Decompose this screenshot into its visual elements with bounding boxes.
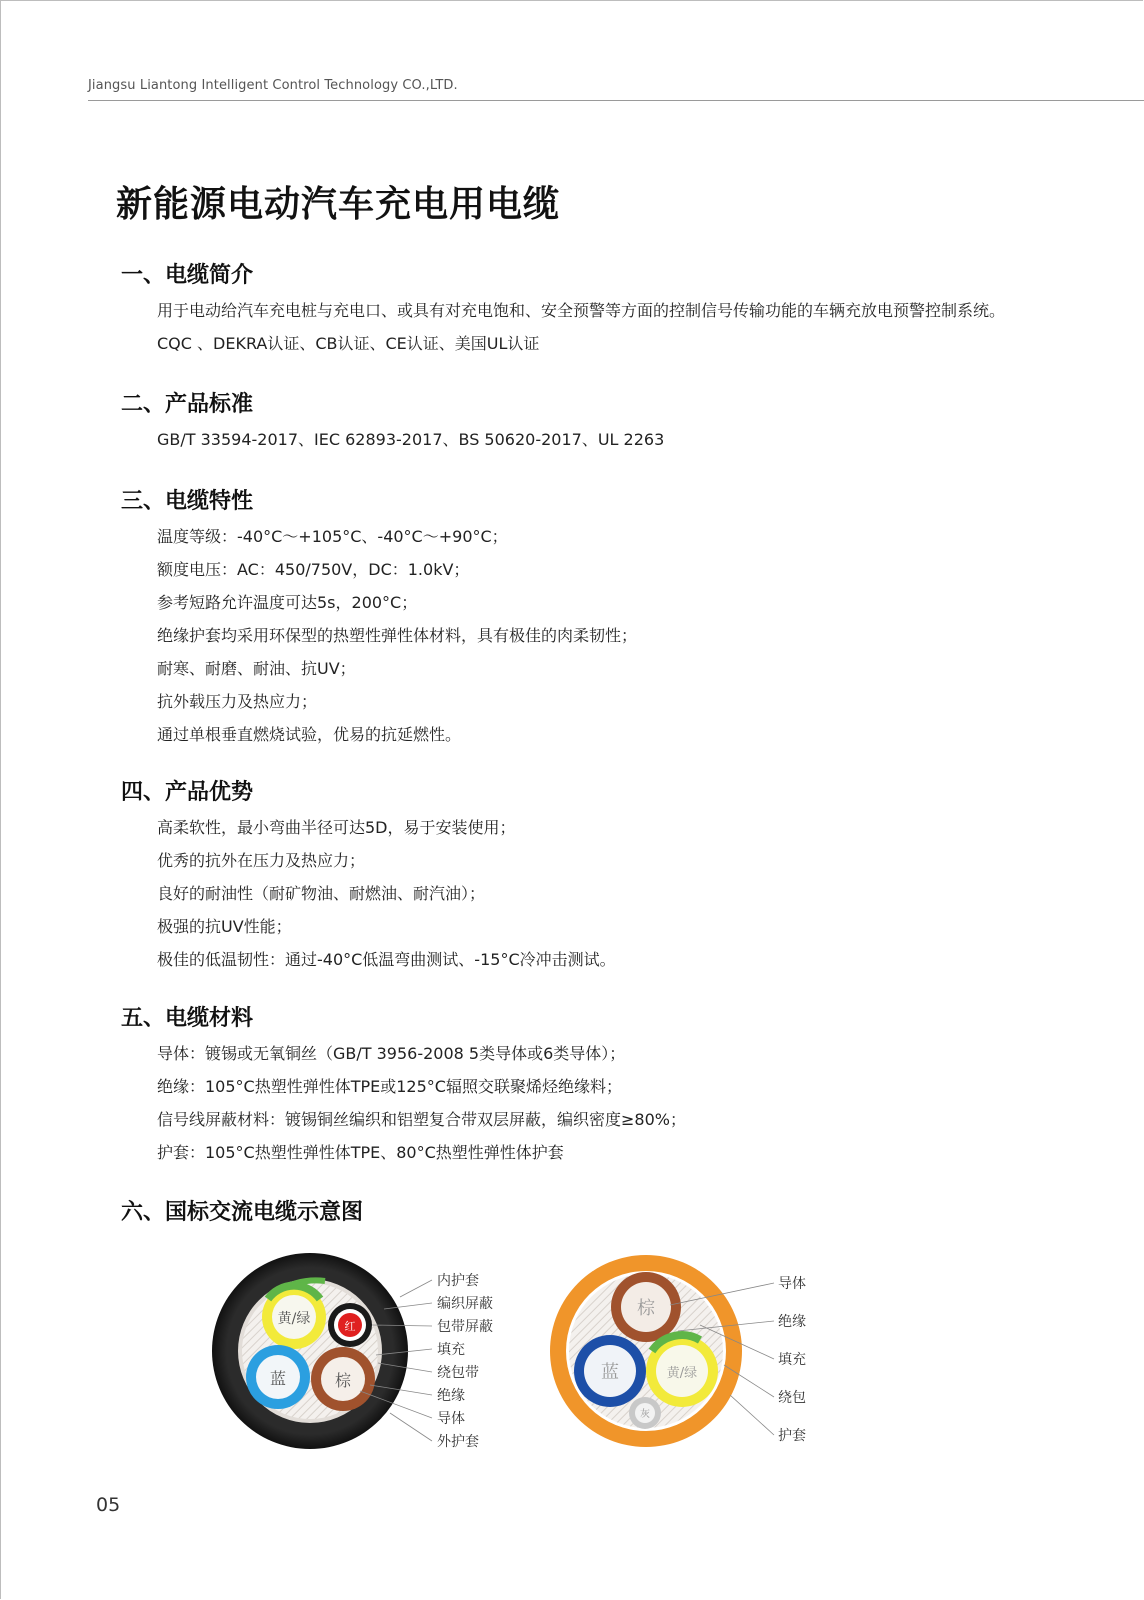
callout-conductor: 导体 [778, 1276, 806, 1292]
section-cable-intro [121, 261, 1005, 360]
section-line: 耐寒、耐磨、耐油、抗UV； [157, 659, 356, 678]
core-label: 黄/绿 [666, 1366, 698, 1381]
section-heading: 六、国标交流电缆示意图 [121, 1200, 364, 1225]
section-lines [121, 423, 664, 456]
section-line: 额度电压：AC：450/750V，DC：1.0kV； [157, 560, 470, 579]
core-label: 灰 [640, 1409, 650, 1420]
core-label: 棕 [637, 1298, 655, 1319]
section-heading: 四、产品优势 [121, 780, 254, 805]
callout-conductor: 导体 [437, 1411, 465, 1427]
header-divider [88, 100, 1144, 101]
cable-diagrams [200, 1245, 840, 1475]
callout-insulation: 绝缘 [437, 1388, 465, 1404]
section-heading: 三、电缆特性 [121, 489, 254, 514]
callout-labels [778, 1275, 806, 1444]
callout-labels [437, 1272, 493, 1450]
section-line: CQC 、DEKRA认证、CB认证、CE认证、美国UL认证 [157, 334, 540, 353]
section-line: 温度等级：-40°C～+105°C、-40°C～+90°C； [157, 527, 508, 546]
section-line: 良好的耐油性（耐矿物油、耐燃油、耐汽油）； [157, 884, 486, 903]
section-line: 导体：镀锡或无氧铜丝（GB/T 3956-2008 5类导体或6类导体）； [157, 1044, 626, 1063]
callout-filler: 填充 [437, 1342, 465, 1358]
section-line: 极佳的低温韧性：通过-40°C低温弯曲测试、-15°C冷冲击测试。 [157, 950, 616, 969]
section-cable-features [121, 487, 637, 751]
section-lines [121, 520, 637, 751]
callout-filler: 填充 [778, 1352, 806, 1368]
section-line: 信号线屏蔽材料：镀锡铜丝编织和铝塑复合带双层屏蔽，编织密度≥80%； [157, 1110, 686, 1129]
core-label: 蓝 [601, 1362, 619, 1383]
cable-cross-section-right [550, 1255, 806, 1447]
section-line: 高柔软性，最小弯曲半径可达5D，易于安装使用； [157, 818, 516, 837]
section-line: 用于电动给汽车充电桩与充电口、或具有对充电饱和、安全预警等方面的控制信号传输功能的车辆充放电预警控制系统。 [157, 301, 1006, 320]
cable-cross-section-left [212, 1253, 493, 1450]
callout-braid-shield: 编织屏蔽 [437, 1296, 493, 1312]
section-cable-materials [121, 1004, 686, 1169]
section-line: 护套：105°C热塑性弹性体TPE、80°C热塑性弹性体护套 [157, 1143, 564, 1162]
page-title: 新能源电动汽车充电用电缆 [116, 184, 561, 225]
section-cable-diagram [121, 1198, 363, 1228]
core-label: 棕 [334, 1371, 352, 1390]
section-line: 绝缘护套均采用环保型的热塑性弹性体材料，具有极佳的肉柔韧性； [157, 626, 638, 645]
section-heading: 五、电缆材料 [121, 1006, 254, 1031]
section-lines [121, 811, 616, 976]
section-product-standard [121, 390, 664, 456]
page-number: 05 [96, 1494, 121, 1516]
section-line: 绝缘：105°C热塑性弹性体TPE或125°C辐照交联聚烯烃绝缘料； [157, 1077, 622, 1096]
section-heading: 一、电缆简介 [121, 263, 254, 288]
callout-wrap-tape: 绕包带 [437, 1365, 479, 1381]
section-line: 优秀的抗外在压力及热应力； [157, 851, 366, 870]
callout-outer-sheath: 外护套 [437, 1434, 479, 1450]
header-company-name: Jiangsu Liantong Intelligent Control Technology CO.,LTD. [88, 78, 458, 93]
section-heading: 二、产品标准 [121, 392, 254, 417]
section-line: 通过单根垂直燃烧试验，优易的抗延燃性。 [157, 725, 462, 744]
section-line: 抗外载压力及热应力； [157, 692, 318, 711]
core-label: 蓝 [269, 1369, 287, 1388]
section-product-advantages [121, 778, 616, 976]
callout-tape-shield: 包带屏蔽 [437, 1319, 493, 1335]
core-label: 黄/绿 [277, 1311, 311, 1327]
section-line: 极强的抗UV性能； [157, 917, 292, 936]
callout-insulation: 绝缘 [778, 1314, 806, 1330]
callout-wrap: 绕包 [778, 1390, 806, 1406]
section-lines [121, 294, 1005, 360]
callout-sheath: 护套 [778, 1428, 806, 1444]
section-line: 参考短路允许温度可达5s，200°C； [157, 593, 418, 612]
section-lines [121, 1037, 686, 1169]
core-label: 红 [344, 1320, 356, 1333]
callout-inner-sheath: 内护套 [437, 1273, 479, 1289]
section-line: GB/T 33594-2017、IEC 62893-2017、BS 50620-2017、UL 2263 [157, 430, 665, 449]
